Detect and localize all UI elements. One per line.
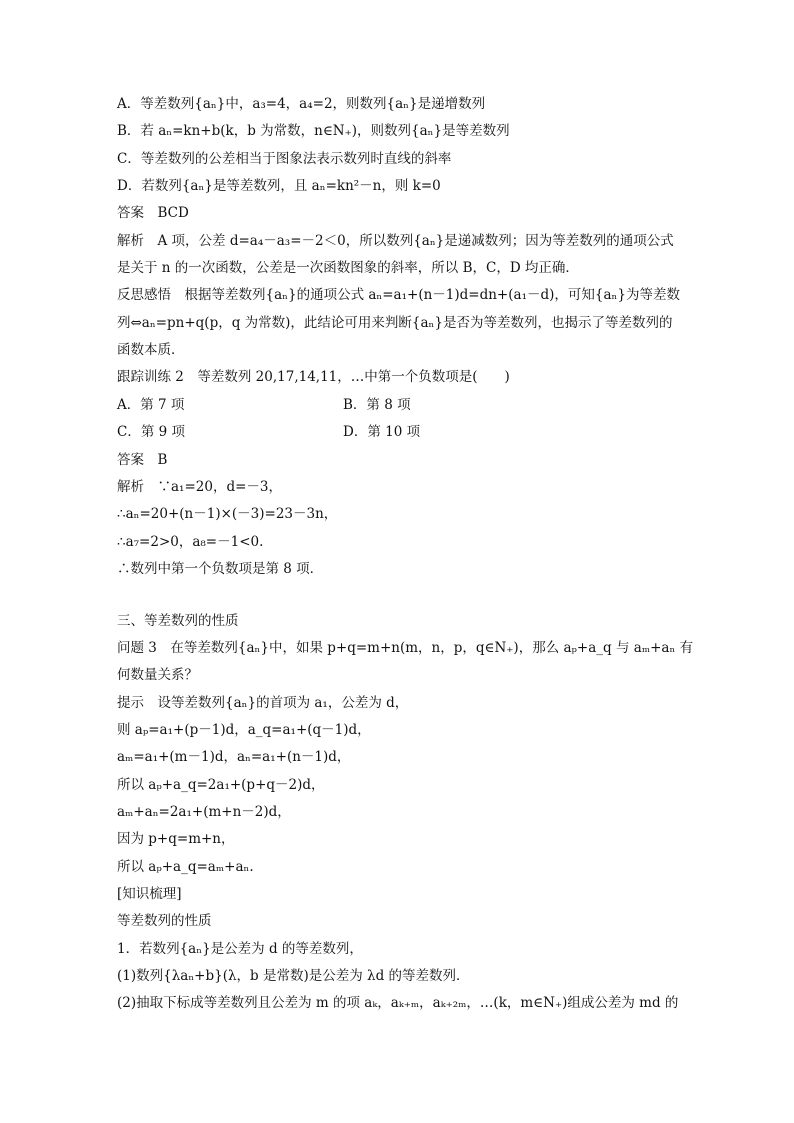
property-1: 1．若数列{aₙ}是公差为 d 的等差数列， [117, 941, 363, 957]
answer-line: 答案 BCD [117, 205, 189, 221]
exercise-analysis-3: ∴a₇=2>0，a₈=－1<0. [117, 534, 264, 550]
exercise-analysis-4: ∴数列中第一个负数项是第 8 项． [117, 561, 324, 577]
option-b-line: B．若 aₙ=kn+b(k，b 为常数，n∈N₊)，则数列{aₙ}是等差数列 [117, 123, 510, 139]
analysis-line-1: 解析 A 项，公差 d=a₄－a₃=－2＜0，所以数列{aₙ}是递减数列；因为等差数列的通项公式 [117, 233, 674, 249]
exercise-answer: 答案 B [117, 452, 168, 468]
exercise-option-d: D．第 10 项 [343, 424, 421, 440]
option-c-line: C．等差数列的公差相当于图象法表示数列时直线的斜率 [117, 151, 452, 167]
exercise-analysis-1: 解析 ∵a₁=20，d=－3， [117, 479, 282, 495]
property-1-2: (2)抽取下标成等差数列且公差为 m 的项 aₖ，aₖ₊ₘ，aₖ₊₂ₘ，…(k，m∈N₊)组成公差为 md 的 [117, 995, 679, 1011]
properties-title: 等差数列的性质 [117, 913, 212, 929]
hint-line-1: 提示 设等差数列{aₙ}的首项为 a₁，公差为 d， [117, 695, 409, 711]
exercise-option-b: B．第 8 项 [343, 397, 411, 413]
analysis-line-2: 是关于 n 的一次函数，公差是一次函数图象的斜率，所以 B，C，D 均正确． [117, 260, 579, 276]
hint-line-5: aₘ+aₙ=2a₁+(m+n－2)d， [117, 804, 291, 820]
exercise-analysis-2: ∴aₙ=20+(n－1)×(－3)=23－3n， [117, 506, 338, 522]
exercise-question: 跟踪训练 2 等差数列 20,17,14,11，…中第一个负数项是( ) [117, 369, 510, 385]
exercise-option-c: C．第 9 项 [117, 424, 186, 440]
reflection-line-3: 函数本质． [117, 342, 185, 358]
hint-line-4: 所以 aₚ+a_q=2a₁+(p+q－2)d， [117, 777, 325, 793]
hint-line-3: aₘ=a₁+(m－1)d，aₙ=a₁+(n－1)d， [117, 749, 351, 765]
reflection-line-1: 反思感悟 根据等差数列{aₙ}的通项公式 aₙ=a₁+(n－1)d=dn+(a₁－d)，可知{aₙ}为等差数 [117, 287, 680, 303]
option-a-line: A．等差数列{aₙ}中，a₃=4，a₄=2，则数列{aₙ}是递增数列 [117, 96, 486, 112]
reflection-line-2: 列⇔aₙ=pn+q(p，q 为常数)，此结论可用来判断{aₙ}是否为等差数列，也揭示了等差数列的 [117, 315, 673, 331]
section-heading: 三、等差数列的性质 [117, 613, 239, 629]
option-d-line: D．若数列{aₙ}是等差数列，且 aₙ=kn²－n，则 k=0 [117, 178, 441, 194]
knowledge-heading: [知识梳理] [117, 886, 182, 902]
hint-line-7: 所以 aₚ+a_q=aₘ+aₙ. [117, 859, 254, 875]
question-3-line-1: 问题 3 在等差数列{aₙ}中，如果 p+q=m+n(m，n，p，q∈N₊)，那么 aₚ+a_q 与 aₘ+aₙ 有 [117, 640, 694, 656]
question-3-line-2: 何数量关系？ [117, 667, 198, 683]
hint-line-6: 因为 p+q=m+n， [117, 831, 235, 847]
hint-line-2: 则 aₚ=a₁+(p－1)d，a_q=a₁+(q－1)d， [117, 722, 371, 738]
exercise-option-a: A．第 7 项 [117, 397, 185, 413]
property-1-1: (1)数列{λaₙ+b}(λ，b 是常数)是公差为 λd 的等差数列． [117, 968, 470, 984]
